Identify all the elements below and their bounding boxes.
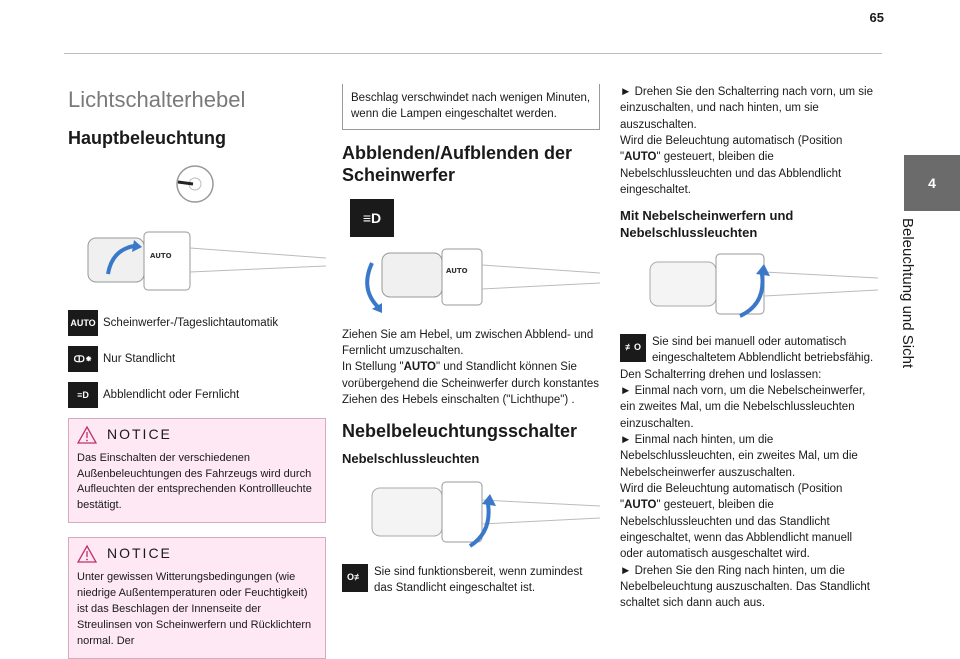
fog-rear-auto-a: Wird die Beleuchtung automatisch (Position ": [620, 134, 843, 164]
fog-ring-instructions: [620, 367, 878, 612]
svg-text:AUTO: AUTO: [150, 251, 172, 260]
steering-wheel-illustration: [68, 158, 326, 210]
legend-auto-text: Scheinwerfer-/Tageslichtautomatik: [103, 316, 279, 329]
legend-sidelight-text: Nur Standlicht: [103, 352, 176, 365]
low-high-beam-icon: ≡D: [68, 382, 98, 408]
column-3: [620, 84, 878, 612]
rear-fog-icon: O≢: [342, 564, 368, 592]
section-abblenden: Abblenden/Aufblenden der Scheinwerfer: [342, 142, 573, 186]
beam-body-part-b: " und Standlicht können Sie vorübergehend die Scheinwerfer durch konstantes Ziehen des Hebels einschalten ("Lichthupe") .: [342, 361, 599, 406]
fog-rear-auto-b: " gesteuert, bleiben die Nebelschlussleuchten und das Abblendlicht eingeschaltet.: [620, 151, 842, 196]
front-rear-fog-icon: ≢O: [620, 334, 646, 362]
high-beam-icon: ≡D: [350, 199, 394, 237]
fog-auto-b: " gesteuert, bleiben die Nebelschlussleuchten und das Standlicht eingeschaltet, wenn das Abblendlicht manuell oder automatisch ausgeschaltet wird.: [620, 499, 853, 561]
beam-body-sentence-1: Ziehen Sie am Hebel, um zwischen Abblend- und Fernlicht umzuschalten.: [342, 328, 594, 357]
notice-box-2: [68, 537, 326, 659]
fog-front-rear-note-text: Sie sind bei manuell oder automatisch eingeschaltetem Abblendlicht betriebsfähig.: [652, 336, 874, 365]
beam-body-text: [342, 327, 600, 409]
notice-label: NOTICE: [107, 545, 172, 562]
legend-beam-text: Abblendlicht oder Fernlicht: [103, 388, 240, 401]
subsection-nebelschluss: Nebelschlussleuchten: [342, 450, 480, 466]
notice-text: Das Einschalten der verschiedenen Außenbeleuchtungen des Fahrzeugs wird durch Aufleuchten der entsprechenden Kontrollleuchte bestätigt.: [77, 451, 312, 512]
legend-auto: [68, 310, 326, 336]
fog-rear-note: [342, 564, 600, 597]
fog-rear-note-text: Sie sind funktionsbereit, wenn zumindest das Standlicht eingeschaltet ist.: [374, 565, 583, 595]
legend-sidelight: [68, 346, 326, 372]
fog-ring-step-3: ► Einmal nach hinten, um die Nebelschlussleuchten, ein zweites Mal, um die Nebelscheinwerfer auszuschalten.: [620, 434, 858, 479]
fog-front-rear-note: [620, 334, 878, 367]
chapter-label: [900, 218, 916, 458]
section-nebel: Nebelbeleuchtungsschalter: [342, 421, 578, 442]
header-rule: [64, 53, 882, 54]
fog-ring-illustration: [342, 474, 600, 554]
notice-text: Unter gewissen Witterungsbedingungen (wie niedrige Außentemperaturen oder Feuchtigkeit) ist das Beschlagen der Innenseite der Streulinsen von Scheinwerfern und Rücklichtern normal. Der: [77, 571, 312, 647]
auto-keyword: AUTO: [624, 499, 657, 512]
section-hauptbeleuchtung: Hauptbeleuchtung: [68, 128, 226, 149]
subsection-fog-front-rear: Mit Nebelscheinwerfern und Nebelschlussleuchten: [620, 208, 794, 241]
auto-keyword: AUTO: [403, 361, 436, 374]
light-switch-stalk-illustration: [68, 220, 326, 300]
fog-auto-a: Wird die Beleuchtung automatisch (Position ": [620, 483, 843, 512]
notice-box-1: [68, 418, 326, 524]
beam-stalk-illustration: [342, 243, 600, 317]
fog-off-step: ► Drehen Sie den Ring nach hinten, um die Nebelbeleuchtung auszuschalten. Das Standlicht schaltet sich dann auch aus.: [620, 564, 870, 610]
warning-triangle-icon: [77, 545, 97, 563]
chapter-title: Beleuchtung und Sicht: [899, 218, 916, 369]
fog-rear-instructions: [620, 84, 878, 198]
column-2: [342, 84, 600, 596]
auto-mode-icon: AUTO: [68, 310, 98, 336]
fog-front-rear-illustration: [620, 248, 878, 324]
legend-beam: [68, 382, 326, 408]
warning-triangle-icon: [77, 426, 97, 444]
fog-ring-step-2: ► Einmal nach vorn, um die Nebelscheinwerfer, ein zweites Mal, um die Nebelschlussleuchten einzuschalten.: [620, 385, 866, 430]
sidelight-icon: ↀ⁕: [68, 346, 98, 372]
auto-keyword: AUTO: [624, 151, 657, 164]
beam-body-part-a: In Stellung ": [342, 361, 404, 374]
svg-text:AUTO: AUTO: [446, 266, 468, 275]
notice-continued-text: Beschlag verschwindet nach wenigen Minuten, wenn die Lampen eingeschaltet werden.: [351, 92, 591, 121]
notice-label: NOTICE: [107, 425, 172, 442]
page-number: 65: [869, 10, 884, 25]
fog-ring-step-1: Den Schalterring drehen und loslassen:: [620, 368, 822, 381]
column-1: [68, 70, 326, 659]
notice-continuation: [342, 84, 600, 130]
page-title: Lichtschalterhebel: [68, 87, 246, 112]
chapter-tab: 4: [904, 155, 960, 211]
fog-rear-step: ► Drehen Sie den Schalterring nach vorn, um sie einzuschalten, und nach hinten, um sie auszuschalten.: [620, 86, 874, 131]
